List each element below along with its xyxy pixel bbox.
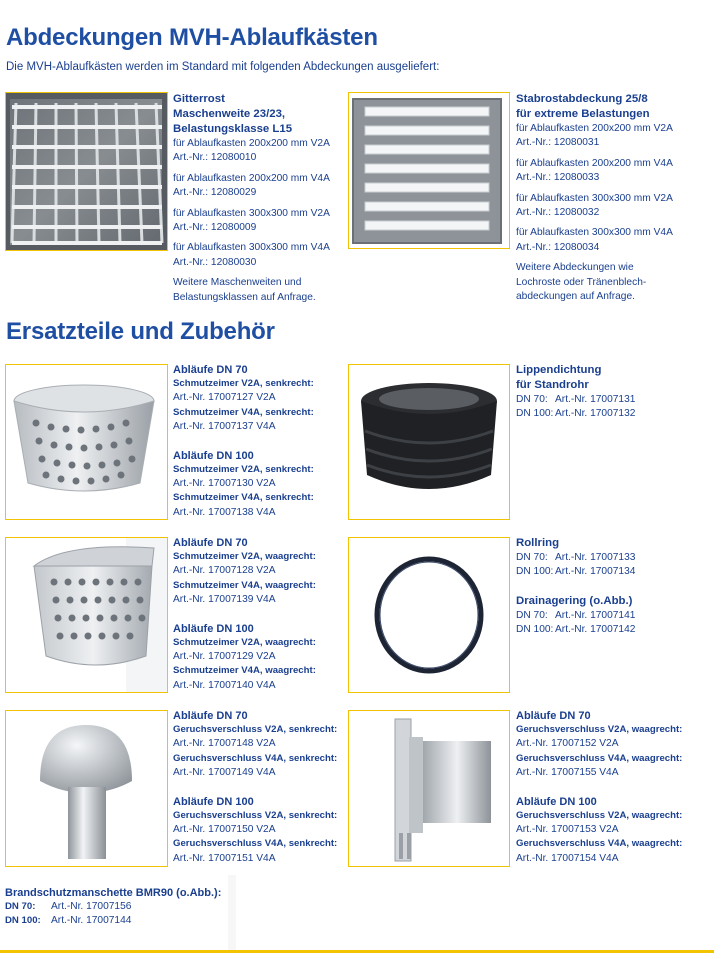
product-geruchsverschluss-senkrecht-text (173, 709, 348, 866)
stabrost-item-desc: für Ablaufkasten 200x200 mm V4A (516, 157, 673, 169)
article-number: Art.-Nr. 17007133 (555, 552, 636, 563)
article-number: Art.-Nr. 17007138 V4A (173, 506, 276, 518)
article-row (516, 609, 711, 623)
product-title: Lippendichtung (516, 364, 602, 376)
article-number: Art.-Nr. 17007131 (555, 394, 636, 405)
product-schmutzeimer-senkrecht-text (173, 363, 348, 520)
gitterrost-title: Gitterrost (173, 93, 225, 105)
stabrost-image (348, 92, 510, 249)
dn-label: DN 70: (516, 552, 548, 563)
article-number: Art.-Nr. 17007153 V2A (516, 824, 619, 836)
article-number: Art.-Nr. 17007139 V4A (173, 594, 276, 606)
variant-label: Schmutzeimer V4A, waagrecht: (173, 665, 316, 677)
group-heading: Abläufe DN 70 (173, 364, 248, 376)
variant-label: Schmutzeimer V2A, senkrecht: (173, 463, 314, 475)
product-title: Drainagering (o.Abb.) (516, 594, 633, 607)
product-geruchsverschluss-waagrecht-text (516, 709, 711, 866)
variant-label: Schmutzeimer V2A, waagrecht: (173, 551, 316, 562)
stabrost-subtitle: für extreme Belastungen (516, 108, 650, 120)
variant-label: Geruchsverschluss V4A, waagrecht: (516, 838, 683, 850)
gitterrost-image (5, 92, 168, 251)
gitterrost-item-desc: für Ablaufkasten 300x300 mm V2A (173, 207, 330, 219)
dn-label: DN 70: (516, 609, 548, 621)
article-row (516, 623, 711, 637)
article-number: Art.-Nr. 17007154 V4A (516, 852, 619, 864)
gitterrost-item-desc: für Ablaufkasten 200x200 mm V4A (173, 172, 330, 184)
stabrost-item-desc: für Ablaufkasten 300x300 mm V4A (516, 227, 673, 239)
schmutzeimer-waagrecht-image (5, 537, 168, 693)
group-heading: Abläufe DN 100 (173, 622, 254, 635)
group-heading: Abläufe DN 70 (173, 710, 248, 722)
article-number: Art.-Nr. 17007152 V2A (516, 738, 619, 750)
stabrost-item-art: Art.-Nr.: 12080033 (516, 172, 600, 184)
group-heading: Abläufe DN 100 (516, 795, 597, 808)
gitterrost-class: Belastungsklasse L15 (173, 123, 293, 135)
product-title: Rollring (516, 537, 560, 549)
article-number: Art.-Nr. 17007141 (555, 609, 636, 621)
stabrost-item-desc: für Ablaufkasten 200x200 mm V2A (516, 123, 673, 134)
variant-label: Schmutzeimer V4A, waagrecht: (173, 579, 316, 591)
article-row (516, 551, 711, 565)
article-row (516, 565, 711, 579)
stabrost-item-art: Art.-Nr.: 12080031 (516, 137, 600, 149)
brandschutz-text (5, 886, 245, 929)
variant-label: Schmutzeimer V2A, senkrecht: (173, 378, 314, 389)
gitterrost-item-art: Art.-Nr.: 12080030 (173, 256, 257, 268)
variant-label: Schmutzeimer V2A, waagrecht: (173, 636, 316, 648)
article-number: Art.-Nr. 17007148 V2A (173, 738, 276, 750)
variant-label: Geruchsverschluss V2A, senkrecht: (173, 724, 338, 735)
dn-label: DN 100: (516, 566, 554, 578)
dn-label: DN 100: (516, 408, 554, 420)
article-number: Art.-Nr. 17007149 V4A (173, 767, 276, 779)
stabrost-item-art: Art.-Nr.: 12080034 (516, 241, 600, 253)
product-lippendichtung-text (516, 363, 711, 422)
product-title: Brandschutzmanschette BMR90 (o.Abb.): (5, 887, 222, 899)
article-row (5, 914, 245, 928)
article-number: Art.-Nr. 17007134 (555, 566, 636, 578)
article-number: Art.-Nr. 17007144 (51, 915, 132, 927)
stabrost-note: Weitere Abdeckungen wie (516, 262, 634, 274)
stabrost-note: abdeckungen auf Anfrage. (516, 291, 635, 303)
variant-label: Geruchsverschluss V4A, senkrecht: (173, 838, 338, 850)
article-number: Art.-Nr. 17007156 (51, 901, 132, 912)
stabrost-item-desc: für Ablaufkasten 300x300 mm V2A (516, 192, 673, 204)
variant-label: Geruchsverschluss V4A, waagrecht: (516, 752, 683, 764)
variant-label: Schmutzeimer V4A, senkrecht: (173, 406, 314, 418)
gitterrost-text (173, 92, 348, 305)
footer-rule (0, 950, 714, 953)
article-number: Art.-Nr. 17007150 V2A (173, 824, 276, 836)
geruchsverschluss-senkrecht-image (5, 710, 168, 867)
stabrost-text (516, 92, 711, 304)
variant-label: Geruchsverschluss V2A, waagrecht: (516, 809, 683, 821)
dn-label: DN 70: (5, 901, 36, 912)
intro-text: Die MVH-Ablaufkästen werden im Standard mit folgenden Abdeckungen ausgeliefert: (6, 61, 440, 73)
gitterrost-item-desc: für Ablaufkasten 300x300 mm V4A (173, 242, 330, 254)
group-heading: Abläufe DN 100 (173, 449, 254, 462)
stabrost-title: Stabrostabdeckung 25/8 (516, 93, 648, 105)
article-number: Art.-Nr. 17007140 V4A (173, 679, 276, 691)
gitterrost-item-art: Art.-Nr.: 12080009 (173, 222, 257, 234)
lippendichtung-image (348, 364, 510, 520)
article-number: Art.-Nr. 17007130 V2A (173, 478, 276, 490)
dn-label: DN 100: (5, 915, 41, 927)
gitterrost-subtitle: Maschenweite 23/23, (173, 108, 286, 120)
article-number: Art.-Nr. 17007128 V2A (173, 565, 276, 577)
article-number: Art.-Nr. 17007151 V4A (173, 852, 276, 864)
gitterrost-item-desc: für Ablaufkasten 200x200 mm V2A (173, 138, 330, 149)
section-title-abdeckungen: Abdeckungen MVH-Ablaufkästen (6, 24, 378, 51)
dn-label: DN 70: (516, 394, 548, 405)
variant-label: Schmutzeimer V4A, senkrecht: (173, 492, 314, 504)
gitterrost-note: Belastungsklassen auf Anfrage. (173, 291, 316, 303)
stabrost-item-art: Art.-Nr.: 12080032 (516, 207, 600, 219)
group-heading: Abläufe DN 70 (516, 710, 591, 722)
group-heading: Abläufe DN 70 (173, 537, 248, 549)
article-row (516, 407, 711, 421)
article-number: Art.-Nr. 17007132 (555, 408, 636, 420)
dn-label: DN 100: (516, 624, 554, 636)
product-rollring-text (516, 536, 711, 638)
rollring-image (348, 537, 510, 693)
gitterrost-item-art: Art.-Nr.: 12080029 (173, 187, 257, 199)
decorative-divider (228, 875, 236, 950)
schmutzeimer-senkrecht-image (5, 364, 168, 520)
gitterrost-note: Weitere Maschenweiten und (173, 277, 302, 289)
article-number: Art.-Nr. 17007155 V4A (516, 767, 619, 779)
group-heading: Abläufe DN 100 (173, 795, 254, 808)
article-row (516, 393, 711, 407)
variant-label: Geruchsverschluss V2A, senkrecht: (173, 809, 338, 821)
product-subtitle: für Standrohr (516, 379, 589, 391)
article-number: Art.-Nr. 17007127 V2A (173, 392, 276, 404)
section-title-ersatzteile: Ersatzteile und Zubehör (6, 318, 275, 345)
article-number: Art.-Nr. 17007137 V4A (173, 421, 276, 433)
variant-label: Geruchsverschluss V4A, senkrecht: (173, 752, 338, 764)
article-number: Art.-Nr. 17007142 (555, 624, 636, 636)
product-schmutzeimer-waagrecht-text (173, 536, 348, 693)
variant-label: Geruchsverschluss V2A, waagrecht: (516, 724, 683, 735)
article-row (5, 900, 245, 914)
gitterrost-item-art: Art.-Nr.: 12080010 (173, 152, 257, 164)
geruchsverschluss-waagrecht-image (348, 710, 510, 867)
article-number: Art.-Nr. 17007129 V2A (173, 651, 276, 663)
stabrost-note: Lochroste oder Tränenblech- (516, 276, 647, 288)
